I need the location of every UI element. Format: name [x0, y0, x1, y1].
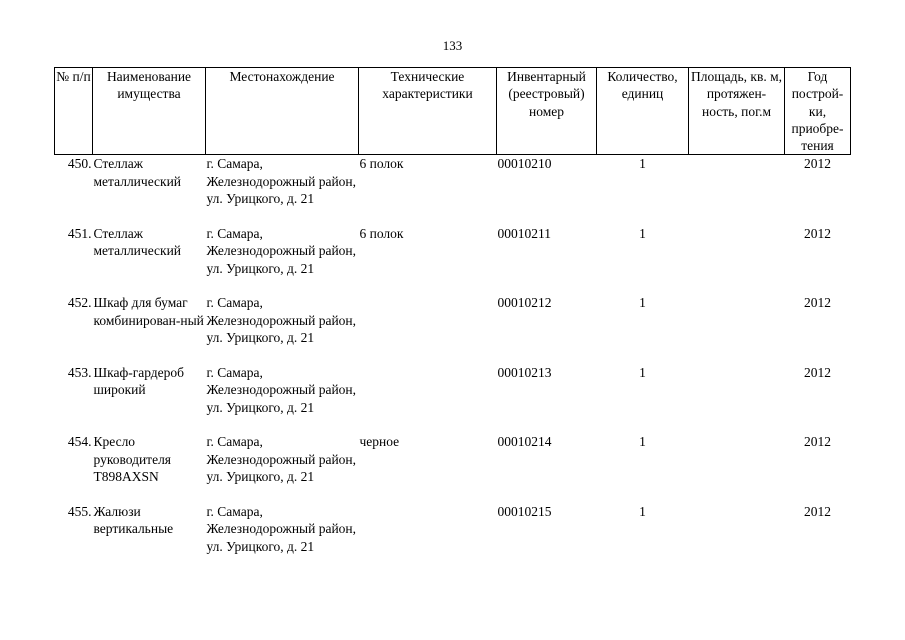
- header-name: Наименование имущества: [93, 68, 206, 155]
- header-year: Год построй-ки, приобре-тения: [785, 68, 851, 155]
- row-tech: черное: [359, 434, 400, 450]
- table-row: [55, 294, 851, 364]
- row-area: [689, 294, 785, 364]
- row-number: 450.: [67, 156, 92, 172]
- row-area: [689, 225, 785, 295]
- table-row: [55, 364, 851, 434]
- row-location: г. Самара, Железнодорожный район, ул. Урицкого, д. 21: [206, 225, 357, 276]
- table-row: [55, 433, 851, 503]
- row-location: г. Самара, Железнодорожный район, ул. Урицкого, д. 21: [206, 503, 357, 554]
- row-inventory: 00010215: [497, 503, 552, 519]
- table-row: [55, 155, 851, 225]
- row-year: 2012: [804, 156, 831, 172]
- row-tech: 6 полок: [359, 156, 404, 172]
- row-area: [689, 155, 785, 225]
- row-tech: [359, 364, 497, 434]
- header-number: № п/п: [55, 68, 93, 155]
- row-number: 452.: [67, 295, 92, 311]
- row-area: [689, 433, 785, 503]
- row-inventory: 00010212: [497, 295, 552, 311]
- row-location: г. Самара, Железнодорожный район, ул. Урицкого, д. 21: [206, 156, 357, 207]
- page-number: 133: [442, 38, 463, 53]
- header-inventory: Инвентарный (реестровый) номер: [497, 68, 597, 155]
- row-tech: 6 полок: [359, 225, 404, 241]
- row-location: г. Самара, Железнодорожный район, ул. Урицкого, д. 21: [206, 434, 357, 485]
- row-inventory: 00010210: [497, 156, 552, 172]
- header-tech: Технические характеристики: [359, 68, 497, 155]
- row-year: 2012: [804, 364, 831, 380]
- row-year: 2012: [804, 295, 831, 311]
- row-name: Шкаф для бумаг комбинирован-ный: [93, 295, 204, 328]
- row-quantity: 1: [639, 434, 646, 450]
- row-area: [689, 503, 785, 573]
- row-quantity: 1: [639, 503, 646, 519]
- row-number: 455.: [67, 503, 92, 519]
- row-year: 2012: [804, 503, 831, 519]
- row-quantity: 1: [639, 225, 646, 241]
- row-inventory: 00010211: [497, 225, 551, 241]
- row-quantity: 1: [639, 295, 646, 311]
- row-location: г. Самара, Железнодорожный район, ул. Урицкого, д. 21: [206, 364, 357, 415]
- row-inventory: 00010213: [497, 364, 552, 380]
- row-number: 451.: [67, 225, 92, 241]
- row-inventory: 00010214: [497, 434, 552, 450]
- table-header-row: [55, 68, 851, 155]
- row-name: Стеллаж металлический: [93, 156, 182, 189]
- row-number: 453.: [67, 364, 92, 380]
- table-row: [55, 503, 851, 573]
- row-year: 2012: [804, 225, 831, 241]
- row-location: г. Самара, Железнодорожный район, ул. Урицкого, д. 21: [206, 295, 357, 346]
- row-name: Шкаф-гардероб широкий: [93, 364, 185, 398]
- row-year: 2012: [804, 434, 831, 450]
- row-name: Жалюзи вертикальные: [93, 503, 174, 537]
- row-quantity: 1: [639, 364, 646, 380]
- row-name: Кресло руководителя T898AXSN: [93, 434, 172, 485]
- row-name: Стеллаж металлический: [93, 225, 182, 259]
- header-area: Площадь, кв. м, протяжен-ность, пог.м: [689, 68, 785, 155]
- row-quantity: 1: [639, 156, 646, 172]
- row-number: 454.: [67, 434, 92, 450]
- header-quantity: Количество, единиц: [597, 68, 689, 155]
- row-tech: [359, 294, 497, 364]
- table-row: [55, 225, 851, 295]
- property-table: [54, 67, 851, 572]
- row-tech: [359, 503, 497, 573]
- row-area: [689, 364, 785, 434]
- header-location: Местонахождение: [206, 68, 359, 155]
